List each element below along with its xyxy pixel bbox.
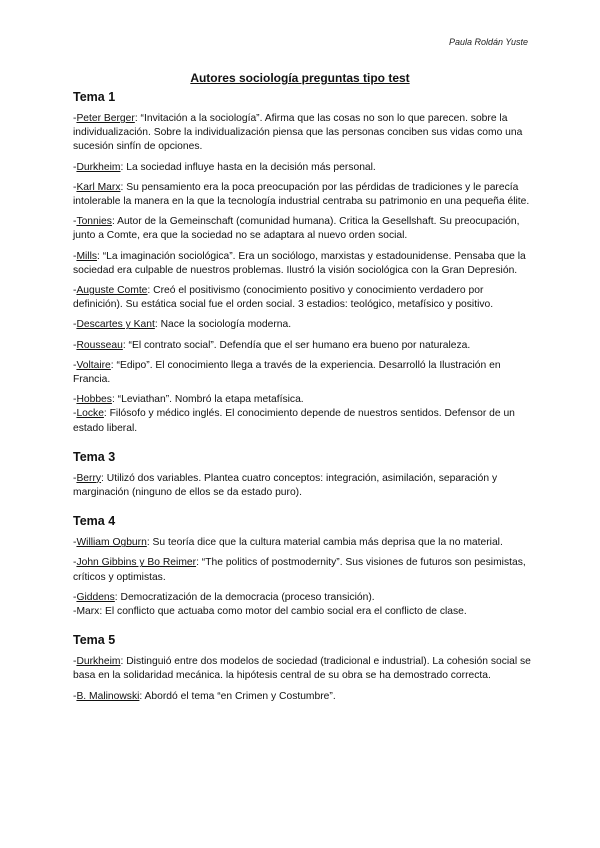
author-entry bbox=[73, 359, 533, 387]
entry-text: : Distinguió entre dos modelos de sociedad (tradicional e industrial). La cohesión social se basa en la solidaridad mecánica. la hipótesis central de su obra se ha demostrado correcta. bbox=[73, 656, 531, 682]
author-entry bbox=[73, 181, 533, 209]
author-name-link: Rousseau bbox=[76, 339, 123, 351]
author-entry bbox=[73, 472, 533, 500]
author-entry bbox=[73, 284, 533, 312]
author-name: Paula Roldán Yuste bbox=[448, 37, 528, 47]
author-name-link: Peter Berger bbox=[76, 113, 135, 124]
entry-text: : Democratización de la democracia (proceso transición). bbox=[114, 591, 375, 603]
author-entry bbox=[73, 112, 533, 155]
author-entry bbox=[73, 339, 533, 353]
entry-text: : “La imaginación sociológica”. Era un sociólogo, marxistas y estadounidense. Pensaba que la sociedad era culpable de nuestros problemas. Ilustró la visión sociológica con la Gran Depresión. bbox=[73, 250, 526, 276]
entry-dash: - bbox=[73, 537, 77, 549]
entry-text: : Su pensamiento era la poca preocupación por las pérdidas de tradiciones y le parecía intolerable la manera en la que la tecnología industrial centraba su patrimonio en una pequeña élite. bbox=[73, 181, 530, 208]
entry-text: : “Invitación a la sociología”. Afirma que las cosas no son lo que parecen. sobre la individualización. Sobre la individualización piensa que las personas conciben sus vidas como una sucesión sinfín de opciones. bbox=[73, 113, 523, 153]
author-name-link: Voltaire bbox=[76, 359, 111, 371]
entry-dash: - bbox=[73, 250, 77, 262]
author-entry bbox=[73, 318, 533, 332]
entry-dash: - bbox=[73, 472, 77, 484]
entry-dash: - bbox=[73, 606, 77, 618]
author-name-link: Descartes y Kant bbox=[76, 319, 155, 331]
author-entry bbox=[73, 591, 533, 605]
section-heading: Tema 1 bbox=[73, 90, 116, 104]
entry-dash: - bbox=[73, 216, 77, 228]
author-name-link: John Gibbins y Bo Reimer bbox=[76, 557, 197, 569]
entry-dash: - bbox=[73, 394, 77, 406]
author-entry bbox=[73, 556, 533, 584]
section-tema-3 bbox=[73, 450, 533, 500]
entry-dash: - bbox=[73, 591, 77, 603]
entry-text: : Su teoría dice que la cultura material cambia más deprisa que la no material. bbox=[146, 537, 503, 549]
entry-text: : “El contrato social”. Defendía que el ser humano era bueno por naturaleza. bbox=[122, 339, 471, 351]
author-name-link: William Ogburn bbox=[76, 537, 147, 549]
entry-dash: - bbox=[73, 113, 77, 124]
section-heading: Tema 3 bbox=[73, 449, 116, 464]
author-entry bbox=[73, 393, 533, 407]
page-title: Autores sociología preguntas tipo test bbox=[190, 71, 410, 85]
entry-dash: - bbox=[73, 339, 77, 351]
author-entry bbox=[73, 250, 533, 278]
entry-dash: - bbox=[73, 656, 77, 668]
entry-text: Marx: El conflicto que actuaba como motor del cambio social era el conflicto de clase. bbox=[76, 606, 467, 618]
document-body bbox=[73, 90, 533, 718]
section-heading: Tema 4 bbox=[73, 514, 116, 529]
author-name-link: Tonnies bbox=[76, 216, 112, 228]
author-name-link: Berry bbox=[76, 472, 102, 484]
section-heading: Tema 5 bbox=[73, 633, 116, 648]
entry-text: : Filósofo y médico inglés. El conocimiento depende de nuestros sentidos. Defensor de un estado liberal. bbox=[73, 408, 515, 434]
author-name-link: Locke bbox=[76, 408, 104, 420]
entry-dash: - bbox=[73, 690, 77, 702]
author-name-link: Durkheim bbox=[76, 161, 121, 173]
author-entry bbox=[73, 536, 533, 550]
section-tema-1 bbox=[73, 90, 533, 436]
entry-text: : Autor de la Gemeinschaft (comunidad humana). Critica la Gesellshaft. Su preocupación, junto a Comte, era que la sociedad no se adaptara al nuevo orden social. bbox=[73, 216, 520, 242]
author-name-link: B. Malinowski bbox=[76, 690, 140, 702]
entry-text: : La sociedad influye hasta en la decisión más personal. bbox=[120, 161, 376, 173]
author-name-link: Auguste Comte bbox=[76, 285, 148, 297]
author-entry bbox=[73, 161, 533, 175]
entry-dash: - bbox=[73, 285, 77, 297]
entry-text: : “The politics of postmodernity”. Sus visiones de futuros son pesimistas, críticos y optimistas. bbox=[73, 557, 526, 583]
author-entry bbox=[73, 690, 533, 704]
author-name-link: Mills bbox=[76, 250, 98, 262]
entry-text: : Nace la sociología moderna. bbox=[154, 319, 292, 331]
entry-text: : “Edipo”. El conocimiento llega a través de la experiencia. Desarrolló la Ilustración en Francia. bbox=[73, 359, 501, 386]
section-tema-5 bbox=[73, 633, 533, 704]
entry-text: : “Leviathan”. Nombró la etapa metafísica. bbox=[111, 394, 304, 406]
entry-text: : Abordó el tema “en Crimen y Costumbre”. bbox=[139, 690, 336, 702]
author-name-link: Durkheim bbox=[76, 656, 121, 668]
entry-dash: - bbox=[73, 161, 77, 173]
entry-dash: - bbox=[73, 408, 77, 420]
author-entry bbox=[73, 215, 533, 243]
entry-dash: - bbox=[73, 557, 77, 569]
entry-text: : Utilizó dos variables. Plantea cuatro conceptos: integración, asimilación, separación y marginación (ninguno de ellos se da estado puro). bbox=[73, 472, 498, 499]
author-entry bbox=[73, 407, 533, 435]
author-name-link: Karl Marx bbox=[76, 181, 121, 193]
entry-dash: - bbox=[73, 319, 77, 331]
entry-dash: - bbox=[73, 359, 77, 371]
author-entry bbox=[73, 605, 533, 619]
entry-dash: - bbox=[73, 181, 77, 193]
author-name-link: Hobbes bbox=[76, 394, 112, 406]
author-entry bbox=[73, 655, 533, 683]
entry-text: : Creó el positivismo (conocimiento positivo y conocimiento verdadero por definición). Su estática social fue el orden social. 3 estadios: teológico, metafísico y positivo. bbox=[73, 285, 494, 311]
author-name-link: Giddens bbox=[76, 591, 115, 603]
section-tema-4 bbox=[73, 514, 533, 619]
